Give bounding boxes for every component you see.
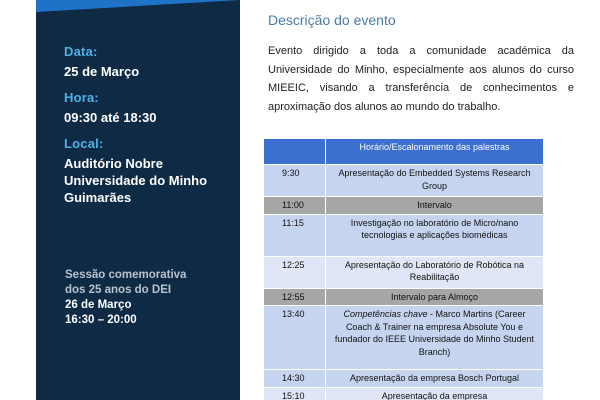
event-info-sidebar <box>36 0 240 400</box>
time-cell: 12:55 <box>264 288 326 306</box>
date-block <box>64 44 139 80</box>
time-cell: 15:10 <box>264 387 326 400</box>
table-row <box>264 256 544 288</box>
event-cell: Investigação no laboratório de Micro/nano tecnologias e aplicações biomédicas <box>326 214 544 256</box>
event-cell: Apresentação do Embedded Systems Research Group <box>326 165 544 197</box>
event-cell <box>326 306 544 370</box>
session-time: 16:30 – 20:00 <box>65 314 137 326</box>
table-row <box>264 306 544 370</box>
date-label: Data: <box>64 44 98 59</box>
event-cell: Apresentação da empresa <box>326 387 544 400</box>
event-text: - Marco Martins (Career Coach & Trainer na empresa Absolute You e fundador do IEEE Universidade do Minho Student Branch) <box>334 309 535 357</box>
session-date: 26 de Março <box>65 299 132 311</box>
location-line: Guimarães <box>64 190 132 205</box>
table-row <box>264 165 544 197</box>
time-label: Hora: <box>64 90 99 105</box>
time-cell: 12:25 <box>264 256 326 288</box>
location-line: Auditório Nobre <box>64 156 163 171</box>
session-line: Sessão comemorativa <box>65 269 187 281</box>
location-line: Universidade do Minho <box>64 173 208 188</box>
session-block <box>65 268 186 328</box>
time-value: 09:30 até 18:30 <box>64 110 157 125</box>
location-block <box>64 136 207 206</box>
time-cell: 14:30 <box>264 370 326 388</box>
section-title: Descrição do evento <box>268 12 396 28</box>
session-line: dos 25 anos do DEI <box>65 284 172 296</box>
time-block <box>64 90 157 126</box>
table-header-row <box>264 139 544 165</box>
event-cell: Apresentação da empresa Bosch Portugal <box>326 370 544 388</box>
schedule-table <box>263 138 544 400</box>
table-row <box>264 214 544 256</box>
table-row <box>264 370 544 388</box>
table-row <box>264 387 544 400</box>
time-cell: 11:15 <box>264 214 326 256</box>
event-cell: Apresentação do Laboratório de Robótica na Reabilitação <box>326 256 544 288</box>
time-cell: 11:00 <box>264 197 326 215</box>
event-cell: Intervalo para Almoço <box>326 288 544 306</box>
time-cell: 13:40 <box>264 306 326 370</box>
table-header-cell: Horário/Escalonamento das palestras <box>326 139 544 165</box>
event-description: Evento dirigido a toda a comunidade académica da Universidade do Minho, especialmente aos alunos do curso MIEEIC, visando a transferência de conhecimentos e aproximação dos alunos ao mundo do trabalho. <box>268 45 574 113</box>
time-cell: 9:30 <box>264 165 326 197</box>
location-label: Local: <box>64 136 104 151</box>
date-value: 25 de Março <box>64 64 140 79</box>
table-row <box>264 197 544 215</box>
event-cell: Intervalo <box>326 197 544 215</box>
table-header-time-cell <box>264 139 326 165</box>
event-italic-text: Competências chave <box>343 309 428 319</box>
sidebar-accent-stripe <box>36 0 240 12</box>
table-row <box>264 288 544 306</box>
